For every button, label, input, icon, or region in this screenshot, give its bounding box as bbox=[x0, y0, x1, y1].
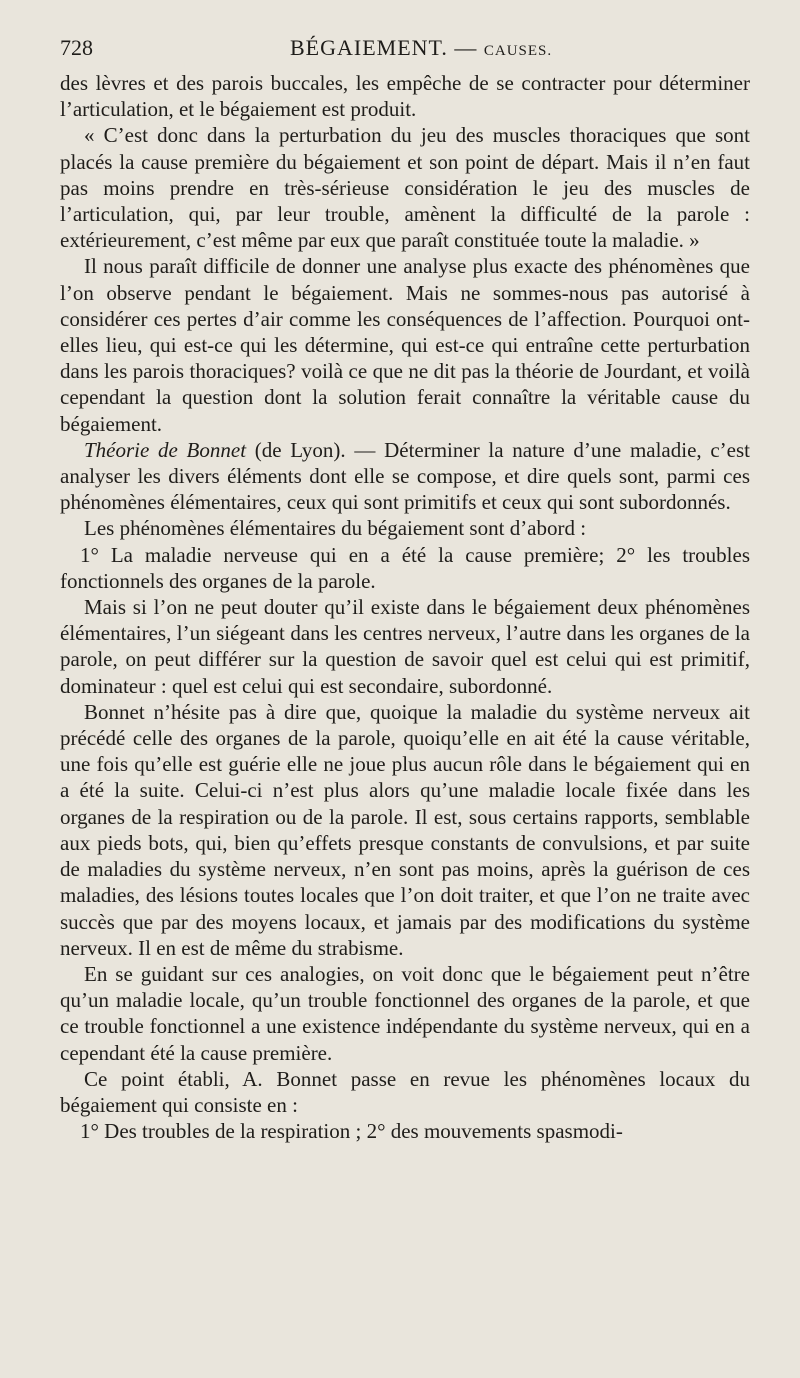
running-head-separator: — bbox=[447, 35, 484, 60]
paragraph-bonnet-theory bbox=[60, 437, 750, 516]
page-body bbox=[60, 70, 750, 1144]
paragraph-continuation: des lèvres et des parois buccales, les empêche de se contracter pour déterminer l’articulation, et le bégaiement est produit. bbox=[60, 71, 750, 122]
paragraph-bonnet-local: Bonnet n’hésite pas à dire que, quoique la maladie du système nerveux ait précédé celle des organes de la parole, quoiqu’elle en ait été la cause véritable, une fois qu’elle est guérie elle ne joue plus aucun rôle dans le bégaiement qui en a été la suite. Celui-ci n’est plus alors qu’une maladie locale fixée dans les organes de la respiration ou de la parole. Il est, sous certains rapports, semblable aux pieds bots, qui, bien qu’effets presque constants de convulsions, et par suite de maladies du système nerveux, n’en sont pas moins, après la guérison de ces maladies, des lésions toutes locales que l’on doit traiter, et que l’on ne traite avec succès que par des moyens locaux, et jamais par des modifications du système nerveux. Il en est de même du strabisme. bbox=[60, 699, 750, 960]
paragraph-list-2: 1° Des troubles de la respiration ; 2° des mouvements spasmodi- bbox=[80, 1119, 623, 1144]
paragraph-quote: « C’est donc dans la perturbation du jeu des muscles thoraciques que sont placés la cause première du bégaiement et son point de départ. Mais il n’en faut pas moins prendre en très-sérieuse considération le jeu des muscles de l’articulation, qui, par leur trouble, amènent la difficulté de la parole : extérieurement, c’est même par eux que paraît constituée toute la maladie. » bbox=[60, 123, 750, 253]
paragraph-review: Ce point établi, A. Bonnet passe en revue les phénomènes locaux du bégaiement qui consiste en : bbox=[60, 1066, 750, 1117]
paragraph-two-phenomena: Mais si l’on ne peut douter qu’il existe dans le bégaiement deux phénomènes élémentaires, l’un siégeant dans les centres nerveux, l’autre dans les organes de la parole, on peut différer sur la question de savoir quel est celui qui est primitif, dominateur : quel est celui qui est secondaire, subordonné. bbox=[60, 595, 750, 698]
paragraph-elements-intro: Les phénomènes élémentaires du bégaiement sont d’abord : bbox=[84, 516, 587, 541]
paragraph-list-1: 1° La maladie nerveuse qui en a été la cause première; 2° les troubles fonctionnels des organes de la parole. bbox=[60, 542, 750, 593]
section-title-italic: Théorie de Bonnet bbox=[84, 437, 247, 462]
paragraph-bonnet-text: (de Lyon). — Déterminer la nature d’une maladie, c’est analyser les divers éléments dont elle se compose, et dire quels sont, parmi ces phénomènes élémentaires, ceux qui sont primitifs et ceux qui sont subordonnés. bbox=[60, 437, 751, 515]
paragraph-analysis: Il nous paraît difficile de donner une analyse plus exacte des phénomènes que l’on observe pendant le bégaiement. Mais ne sommes-nous pas autorisé à considérer ces pertes d’air comme les conséquences de l’affection. Pourquoi ont-elles lieu, qui est-ce qui les détermine, qui est-ce qui entraîne cette perturbation dans les parois thoraciques? voilà ce que ne dit pas la théorie de Jourdant, et voilà cependant la question dont la solution ferait connaître la véritable cause du bégaiement. bbox=[60, 254, 750, 436]
running-head-title: BÉGAIEMENT. bbox=[290, 35, 448, 60]
running-head bbox=[290, 33, 552, 66]
running-head-section: CAUSES. bbox=[483, 43, 553, 59]
page-header bbox=[60, 33, 750, 63]
page-number: 728 bbox=[60, 35, 93, 60]
paragraph-analogies: En se guidant sur ces analogies, on voit donc que le bégaiement peut n’être qu’un maladie locale, qu’un trouble fonctionnel des organes de la parole, et que ce trouble fonctionnel a une existence indépendante du système nerveux, qui en a cependant été la cause première. bbox=[60, 961, 750, 1065]
